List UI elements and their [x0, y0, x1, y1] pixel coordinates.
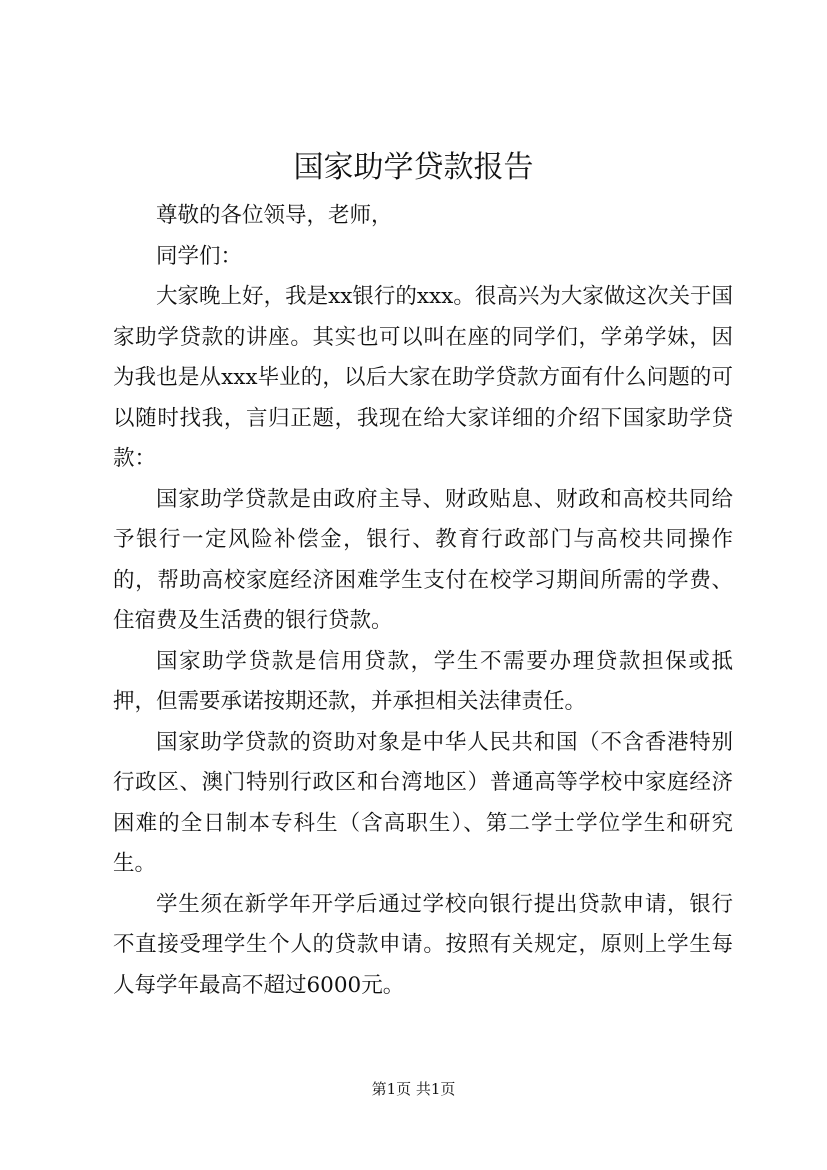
- body-paragraph: 学生须在新学年开学后通过学校向银行提出贷款申请，银行不直接受理学生个人的贷款申请。按照有关规定，原则上学生每人每学年最高不超过6000元。: [113, 891, 733, 998]
- document-title: 国家助学贷款报告: [293, 150, 534, 185]
- salutation-line: 同学们：: [156, 243, 243, 269]
- page-footer: 第1页 共1页: [371, 1080, 456, 1098]
- body-paragraph: 大家晚上好，我是xx银行的xxx。很高兴为大家做这次关于国家助学贷款的讲座。其实也可以叫在座的同学们，学弟学妹，因为我也是从xxx毕业的，以后大家在助学贷款方面有什么问题的可以随时找我，言归正题，我现在给大家详细的介绍下国家助学贷款：: [113, 284, 733, 471]
- body-paragraph: 国家助学贷款是由政府主导、财政贴息、财政和高校共同给予银行一定风险补偿金，银行、教育行政部门与高校共同操作的，帮助高校家庭经济困难学生支付在校学习期间所需的学费、住宿费及生活费的银行贷款。: [113, 486, 733, 633]
- body-paragraph: 国家助学贷款的资助对象是中华人民共和国（不含香港特别行政区、澳门特别行政区和台湾地区）普通高等学校中家庭经济困难的全日制本专科生（含高职生）、第二学士学位学生和研究生。: [113, 729, 733, 876]
- salutation-line: 尊敬的各位领导，老师，: [156, 203, 393, 228]
- document-body: [113, 196, 733, 1006]
- body-paragraph: 国家助学贷款是信用贷款，学生不需要办理贷款担保或抵押，但需要承诺按期还款，并承担相关法律责任。: [113, 648, 733, 714]
